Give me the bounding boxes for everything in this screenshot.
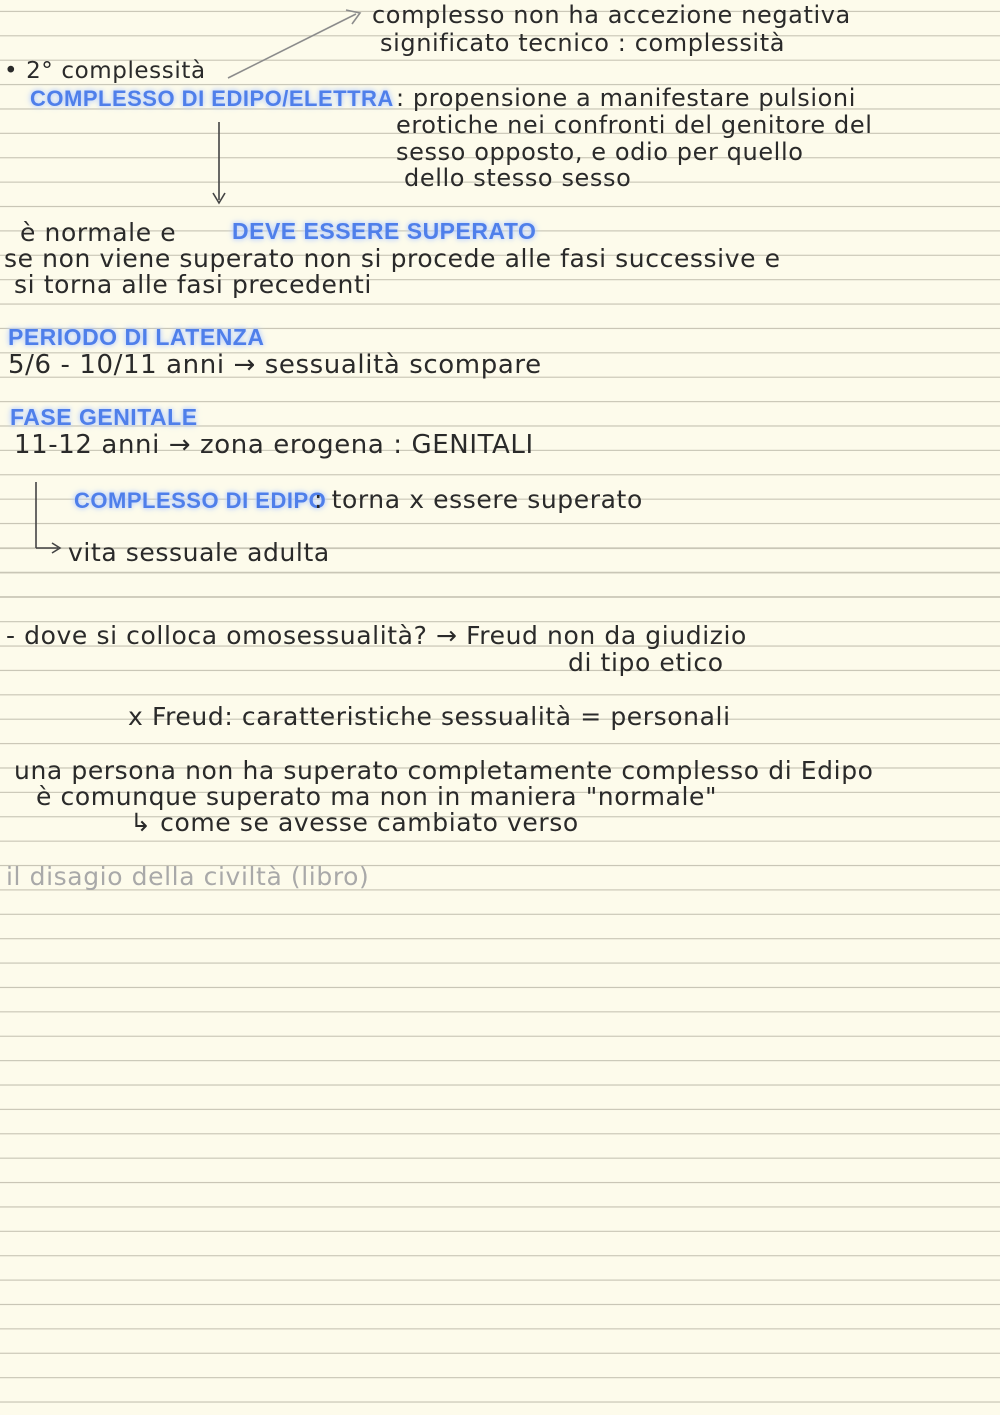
note-line-sesso-opposto: sesso opposto, e odio per quello — [396, 138, 804, 166]
note-line-complesso-accezione: complesso non ha accezione negativa — [372, 1, 851, 29]
note-line-caratteristiche: x Freud: caratteristiche sessualità = personali — [128, 702, 731, 731]
note-line-significato-tecnico: significato tecnico : complessità — [380, 29, 786, 57]
note-line-propensione: : propensione a manifestare pulsioni — [396, 84, 856, 112]
note-line-tipo-etico: di tipo etico — [568, 648, 724, 677]
note-line-zona-erogena: 11-12 anni → zona erogena : GENITALI — [14, 430, 534, 460]
bracket-arrow-head — [52, 543, 60, 553]
diagonal-arrow — [228, 14, 356, 78]
note-line-seconda-complessita: • 2° complessità — [4, 58, 206, 84]
highlight-deve-essere-superato: DEVE ESSERE SUPERATO — [232, 218, 537, 244]
note-line-disagio-civilta: il disagio della civiltà (libro) — [6, 862, 370, 891]
note-line-erotiche: erotiche nei confronti del genitore del — [396, 111, 873, 139]
diagonal-arrow-head — [346, 10, 360, 24]
note-line-cambiato-verso: ↳ come se avesse cambiato verso — [130, 808, 579, 837]
highlight-periodo-latenza: PERIODO DI LATENZA — [8, 324, 265, 350]
highlight-fase-genitale: FASE GENITALE — [10, 404, 198, 430]
note-line-comunque-superato: è comunque superato ma non in maniera "normale" — [36, 782, 718, 811]
down-arrow-head — [213, 193, 225, 203]
note-line-persona-non-superato: una persona non ha superato completamente complesso di Edipo — [14, 756, 874, 785]
note-line-si-torna: si torna alle fasi precedenti — [14, 270, 372, 299]
note-line-torna-superato: : torna x essere superato — [314, 485, 643, 514]
highlight-complesso-edipo: COMPLESSO DI EDIPO — [74, 488, 327, 513]
note-line-anni-latenza: 5/6 - 10/11 anni → sessualità scompare — [8, 350, 542, 380]
note-line-omosessualita: - dove si colloca omosessualità? → Freud non da giudizio — [6, 621, 747, 650]
note-line-stesso-sesso: dello stesso sesso — [404, 164, 632, 192]
note-line-normale: è normale e — [20, 218, 177, 247]
note-line-vita-sessuale: vita sessuale adulta — [68, 538, 330, 567]
highlight-complesso-edipo-elettra: COMPLESSO DI EDIPO/ELETTRA — [30, 86, 394, 111]
note-line-se-non-viene-superato: se non viene superato non si procede alle fasi successive e — [4, 244, 781, 273]
